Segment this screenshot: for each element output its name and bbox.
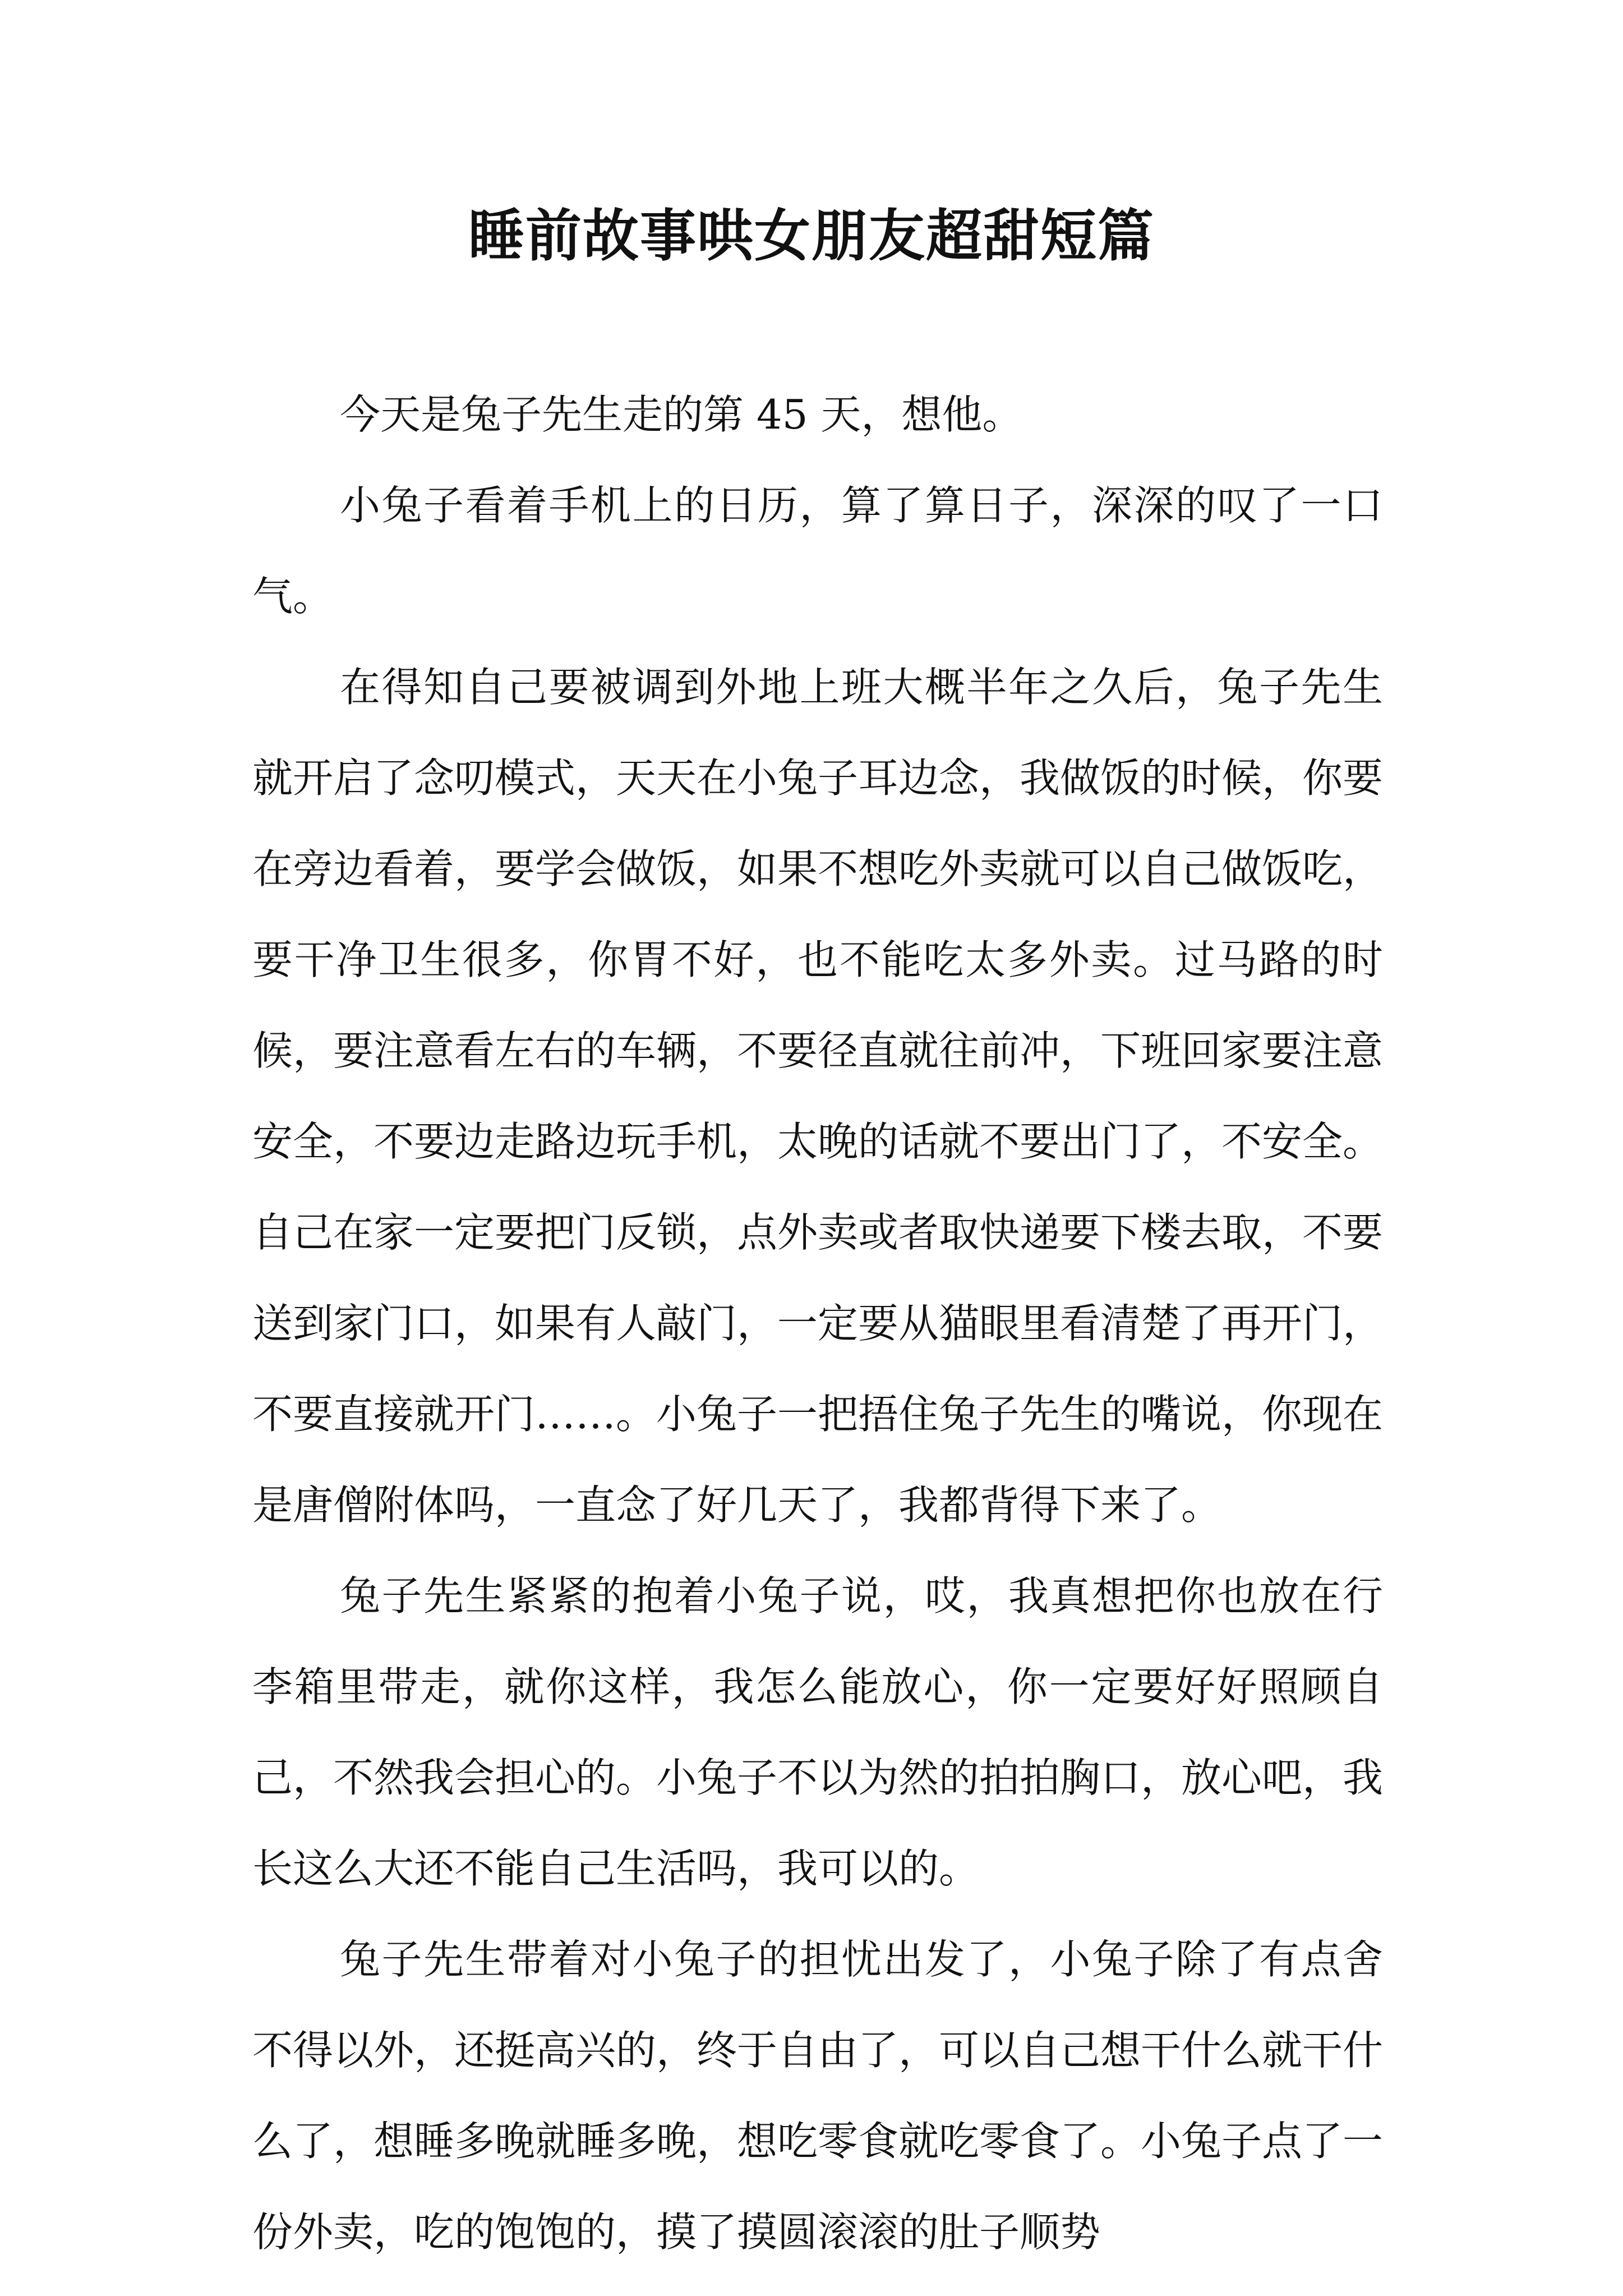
document-title: 睡前故事哄女朋友超甜短篇	[468, 203, 1155, 269]
paragraph-3: 在得知自己要被调到外地上班大概半年之久后，兔子先生就开启了念叨模式，天天在小兔子耳边念，我做饭的时候，你要在旁边看着，要学会做饭，如果不想吃外卖就可以自己做饭吃，要干净卫生很多，你胃不好，也不能吃太多外卖。过马路的时候，要注意看左右的车辆，不要径直就往前冲，下班回家要注意安全，不要边走路边玩手机，太晚的话就不要出门了，不安全。自己在家一定要把门反锁，点外卖或者取快递要下楼去取，不要送到家门口，如果有人敲门，一定要从猫眼里看清楚了再开门，不要直接就开门……。小兔子一把捂住兔子先生的嘴说，你现在是唐僧附体吗，一直念了好几天了，我都背得下来了。	[252, 664, 1384, 1529]
document-body	[252, 369, 1383, 2277]
paragraph-2: 小兔子看着手机上的日历，算了算日子，深深的叹了一口气。	[252, 482, 1383, 620]
paragraph-5: 兔子先生带着对小兔子的担忧出发了，小兔子除了有点舍不得以外，还挺高兴的，终于自由了，可以自己想干什么就干什么了，想睡多晚就睡多晚，想吃零食就吃零食了。小兔子点了一份外卖，吃的饱饱的，摸了摸圆滚滚的肚子顺势	[252, 1936, 1384, 2256]
paragraph-1: 今天是兔子先生走的第 45 天，想他。	[340, 391, 1023, 438]
paragraph-4: 兔子先生紧紧的抱着小兔子说，哎，我真想把你也放在行李箱里带走，就你这样，我怎么能放心，你一定要好好照顾自己，不然我会担心的。小兔子不以为然的拍拍胸口，放心吧，我长这么大还不能自己生活吗，我可以的。	[252, 1572, 1384, 1892]
